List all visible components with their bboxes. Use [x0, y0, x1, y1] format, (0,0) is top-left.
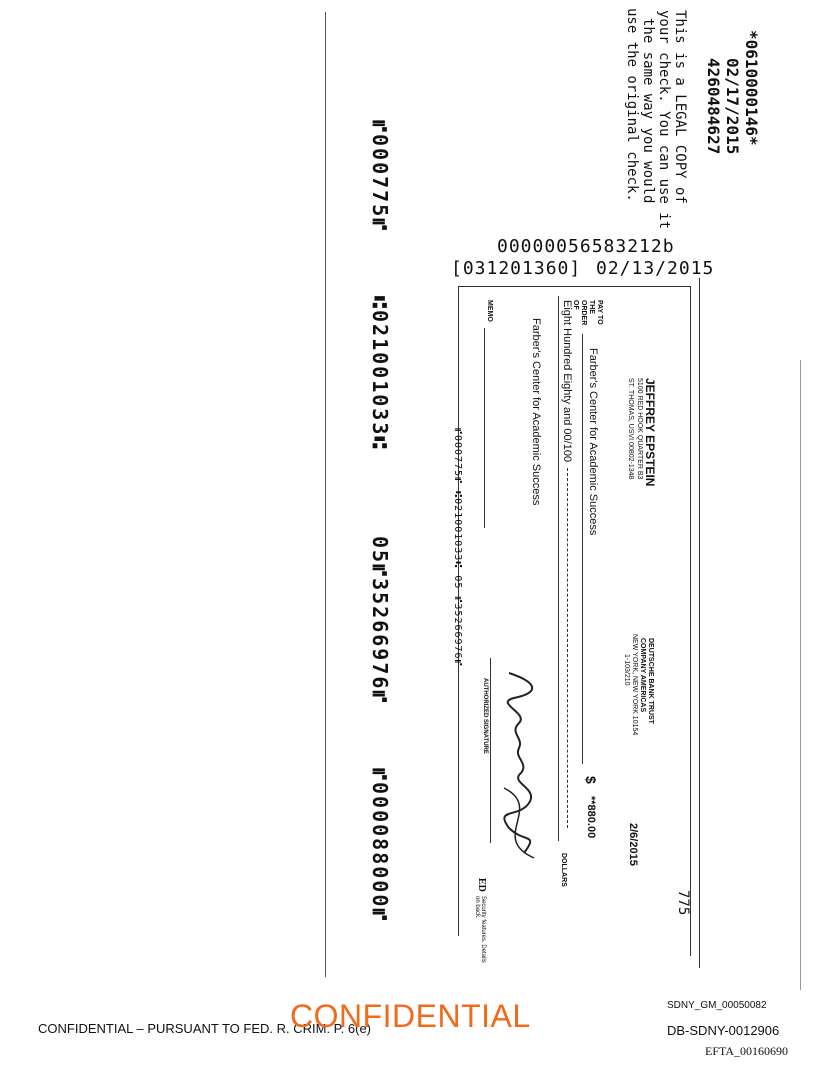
- bates-db: DB-SDNY-0012906: [667, 1023, 780, 1038]
- security-note: Security features. Details on back.: [474, 896, 486, 963]
- payer-address-2: ST. THOMAS, USVI 00802-1348: [627, 378, 634, 480]
- image-account-ref: 4260484627: [704, 58, 723, 155]
- payee-line: [582, 334, 583, 764]
- check-micr-line: ⑈000775⑈ ⑆021001033⑆ 05 ⑈35266976⑈: [452, 428, 463, 667]
- legal-notice-line1: This is a LEGAL COPY of: [672, 10, 688, 204]
- memo-payee: Farber's Center for Academic Success: [530, 318, 542, 506]
- signature-scribble: [489, 668, 549, 868]
- amount-words-fill: [567, 468, 568, 828]
- micr-routing: ⑆021001033⑆: [368, 296, 392, 451]
- currency-symbol: $: [583, 776, 599, 784]
- bank-name-1: DEUTSCHE BANK TRUST: [647, 638, 654, 724]
- check: [449, 278, 700, 968]
- micr-account: 05⑈35266976⑈: [368, 536, 392, 705]
- payer-name: JEFFREY EPSTEIN: [643, 378, 657, 487]
- signature-label: AUTHORIZED SIGNATURE: [482, 678, 488, 754]
- image-serial: *0610000146*: [742, 30, 761, 146]
- signature-line: [490, 658, 491, 843]
- pay-to-label: PAY TO THE ORDER OF: [572, 300, 603, 326]
- amount-words: Eight Hundred Eighty and 00/100: [561, 300, 573, 463]
- confidential-stamp: CONFIDENTIAL: [290, 998, 531, 1034]
- stamp-date: 02/13/2015: [596, 258, 715, 279]
- micr-check-number: ⑈000775⑈: [368, 120, 392, 233]
- payer-address-1: 5100 RED HOOK QUARTER B3: [636, 378, 643, 480]
- amount-numeric: **880.00: [585, 796, 597, 839]
- bank-address: NEW YORK, NEW YORK 10154: [631, 634, 638, 736]
- image-date: 02/17/2015: [723, 58, 742, 155]
- bates-gm: SDNY_GM_00050082: [667, 1000, 767, 1011]
- check-date: 2/6/2015: [627, 823, 639, 866]
- micr-amount: ⑈000088000⑈: [368, 768, 392, 923]
- security-lock-icon: ED: [476, 878, 487, 892]
- check-left-border: [459, 286, 691, 287]
- legal-notice-line2: your check. You can use it: [656, 10, 672, 230]
- legal-notice-line3: the same way you would: [640, 18, 656, 204]
- check-number: 775: [675, 890, 691, 916]
- confidential-note: CONFIDENTIAL – PURSUANT TO FED. R. CRIM. P. 6(e): [38, 1021, 372, 1036]
- memo-label: MEMO: [486, 300, 493, 322]
- routing-stamp: [031201360]: [451, 258, 582, 279]
- bank-fraction: 1-103/210: [623, 654, 630, 686]
- scan-border-left: [325, 12, 326, 977]
- dollars-label: DOLLARS: [560, 853, 567, 887]
- scan-border-right: [800, 360, 801, 990]
- bank-name-2: COMPANY AMERICAS: [639, 638, 646, 713]
- signature: [489, 668, 549, 868]
- memo-line: [484, 328, 485, 528]
- payee-name: Farber's Center for Academic Success: [587, 348, 599, 536]
- amount-line: [558, 296, 559, 841]
- legal-notice-line4: use the original check.: [624, 8, 640, 202]
- bates-efta: EFTA_00160690: [705, 1044, 789, 1058]
- check-top-border: [690, 286, 691, 956]
- trace-number: 00000056583212b: [497, 236, 675, 257]
